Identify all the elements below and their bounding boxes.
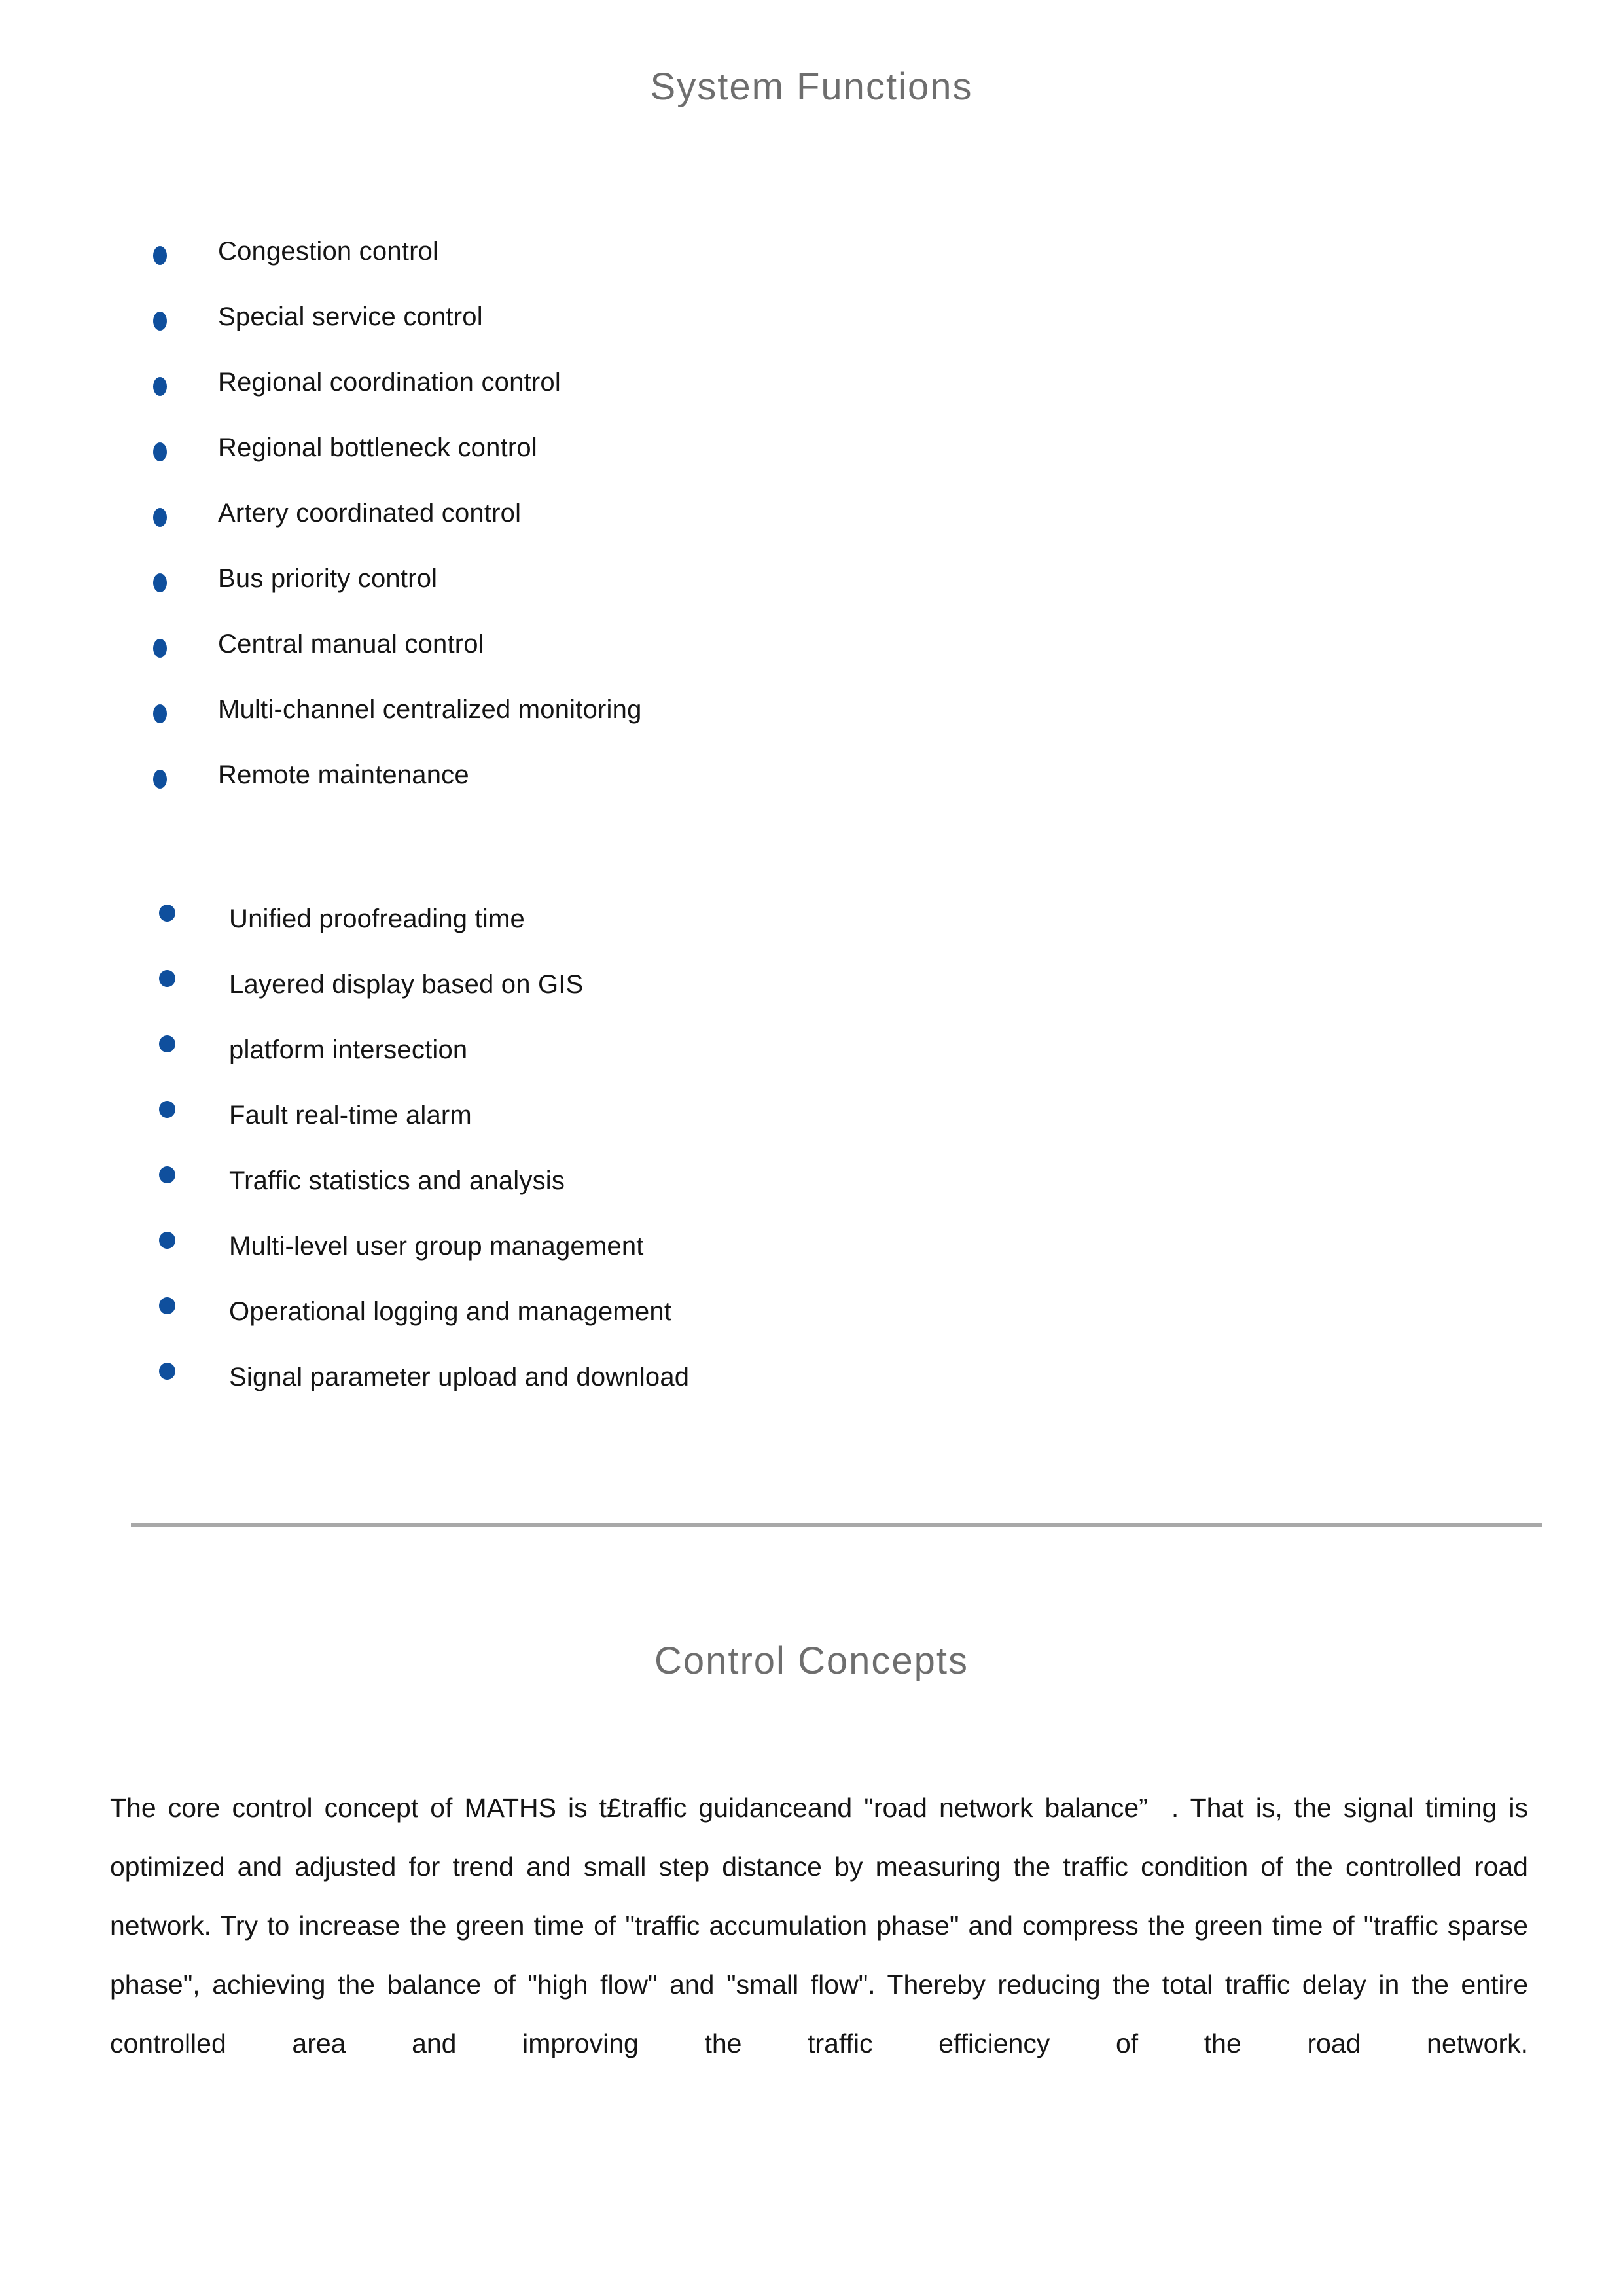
list-item bbox=[0, 1213, 1623, 1279]
list-item-label: Fault real-time alarm bbox=[229, 1100, 472, 1130]
bullet-icon bbox=[153, 770, 167, 789]
list-item bbox=[0, 1279, 1623, 1344]
bullet-icon bbox=[159, 1297, 175, 1314]
control-concepts-paragraph: The core control concept of MATHS is t£traffic guidanceand "road network balance” . That is, the signal timing is optimized and adjusted for trend and small step distance by measuring the traffic condition of the controlled road network. Try to increase the green time of "traffic accumulation phase" and compress the green time of "traffic sparse phase", achieving the balance of "high flow" and "small flow". Thereby reducing the total traffic delay in the entire controlled area and improving the traffic efficiency of the road network. bbox=[110, 1793, 1528, 2059]
list-item-label: Multi-level user group management bbox=[229, 1231, 644, 1261]
list-item-label: Remote maintenance bbox=[218, 760, 469, 789]
list-item bbox=[0, 611, 1623, 677]
bullet-icon bbox=[159, 1035, 175, 1052]
bullet-icon bbox=[159, 970, 175, 987]
list-item-label: Special service control bbox=[218, 302, 483, 331]
bullet-icon bbox=[159, 1166, 175, 1183]
list-item-label: Traffic statistics and analysis bbox=[229, 1166, 565, 1195]
list-item-label: Unified proofreading time bbox=[229, 904, 525, 933]
bullet-icon bbox=[153, 639, 167, 658]
list-item bbox=[0, 1148, 1623, 1213]
list-item-label: Central manual control bbox=[218, 629, 484, 658]
list-item bbox=[0, 480, 1623, 546]
list-item-label: Multi-channel centralized monitoring bbox=[218, 694, 642, 724]
bullet-icon bbox=[153, 442, 167, 461]
system-functions-list-secondary bbox=[0, 886, 1623, 1410]
list-item-label: Signal parameter upload and download bbox=[229, 1362, 690, 1391]
list-item bbox=[0, 1344, 1623, 1410]
list-item-label: Artery coordinated control bbox=[218, 498, 522, 528]
bullet-icon bbox=[159, 1232, 175, 1249]
section-divider bbox=[131, 1523, 1542, 1527]
list-item bbox=[0, 284, 1623, 350]
list-item-label: Regional coordination control bbox=[218, 367, 561, 397]
list-item-label: Regional bottleneck control bbox=[218, 433, 537, 462]
list-item-label: Layered display based on GIS bbox=[229, 969, 584, 999]
list-item bbox=[0, 219, 1623, 284]
system-functions-list-primary bbox=[0, 219, 1623, 808]
control-concepts-title: Control Concepts bbox=[654, 1639, 969, 1682]
list-item bbox=[0, 1017, 1623, 1083]
list-item-label: Bus priority control bbox=[218, 564, 438, 593]
bullet-icon bbox=[153, 508, 167, 527]
bullet-icon bbox=[153, 573, 167, 592]
list-item-label: Operational logging and management bbox=[229, 1297, 672, 1326]
list-item-label: platform intersection bbox=[229, 1035, 468, 1064]
list-item bbox=[0, 677, 1623, 742]
list-item bbox=[0, 1083, 1623, 1148]
list-item bbox=[0, 742, 1623, 808]
list-item-label: Congestion control bbox=[218, 236, 439, 266]
bullet-icon bbox=[153, 377, 167, 396]
list-item bbox=[0, 415, 1623, 480]
bullet-icon bbox=[159, 1363, 175, 1380]
bullet-icon bbox=[159, 905, 175, 922]
list-item bbox=[0, 546, 1623, 611]
bullet-icon bbox=[153, 246, 167, 265]
bullet-icon bbox=[153, 704, 167, 723]
system-functions-title: System Functions bbox=[650, 65, 973, 108]
list-item bbox=[0, 952, 1623, 1017]
list-item bbox=[0, 350, 1623, 415]
list-item bbox=[0, 886, 1623, 952]
bullet-icon bbox=[159, 1101, 175, 1118]
bullet-icon bbox=[153, 312, 167, 331]
